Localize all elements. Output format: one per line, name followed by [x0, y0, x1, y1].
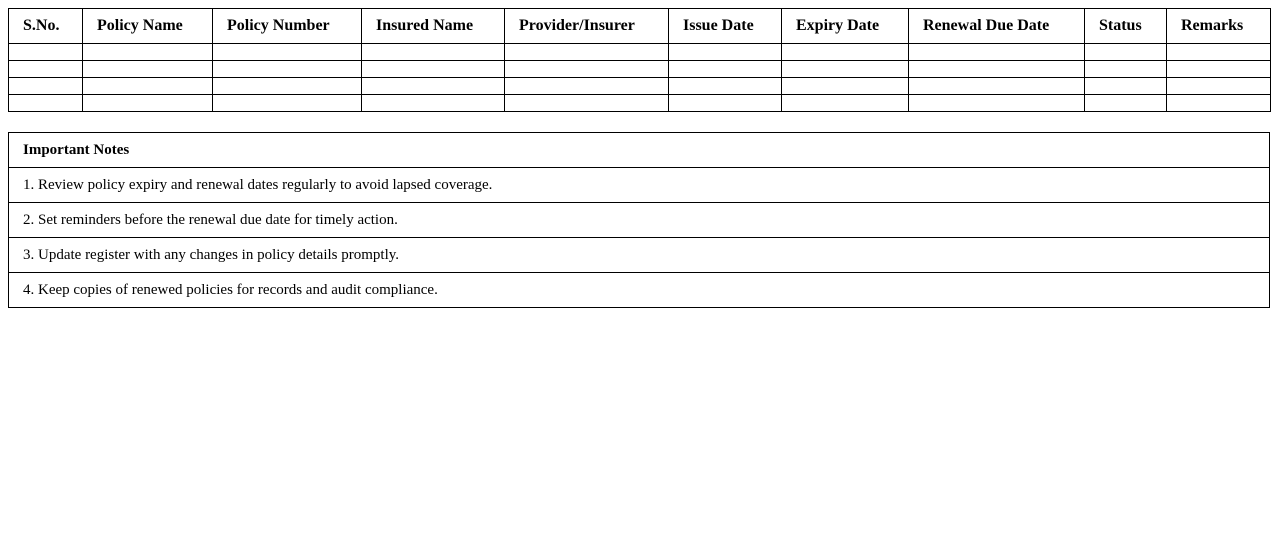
table-cell: [362, 44, 505, 61]
table-cell: [505, 78, 669, 95]
notes-header-row: [9, 133, 1270, 168]
column-header-policy-number: Policy Number: [213, 9, 362, 44]
table-cell: [505, 61, 669, 78]
column-header-sno: S.No.: [9, 9, 83, 44]
notes-title: Important Notes: [9, 133, 1270, 168]
table-cell: [9, 44, 83, 61]
table-cell: [1085, 61, 1167, 78]
table-cell: [669, 61, 782, 78]
column-header-provider: Provider/Insurer: [505, 9, 669, 44]
table-cell: [213, 44, 362, 61]
note-row: [9, 168, 1270, 203]
table-cell: [83, 44, 213, 61]
table-cell: [83, 61, 213, 78]
column-header-remarks: Remarks: [1167, 9, 1271, 44]
note-row: [9, 273, 1270, 308]
table-cell: [909, 44, 1085, 61]
table-cell: [362, 95, 505, 112]
table-cell: [909, 78, 1085, 95]
table-row: [9, 44, 1271, 61]
table-cell: [1085, 95, 1167, 112]
table-cell: [669, 95, 782, 112]
table-cell: [213, 78, 362, 95]
note-item: 1. Review policy expiry and renewal dates regularly to avoid lapsed coverage.: [9, 168, 1270, 203]
column-header-insured-name: Insured Name: [362, 9, 505, 44]
table-cell: [213, 95, 362, 112]
table-cell: [362, 78, 505, 95]
table-cell: [782, 95, 909, 112]
table-cell: [83, 78, 213, 95]
column-header-policy-name: Policy Name: [83, 9, 213, 44]
note-row: [9, 203, 1270, 238]
table-cell: [1167, 95, 1271, 112]
table-cell: [782, 78, 909, 95]
table-cell: [782, 44, 909, 61]
table-row: [9, 78, 1271, 95]
table-cell: [1167, 78, 1271, 95]
table-cell: [1085, 44, 1167, 61]
table-row: [9, 61, 1271, 78]
table-cell: [669, 44, 782, 61]
table-header-row: [9, 9, 1271, 44]
column-header-expiry-date: Expiry Date: [782, 9, 909, 44]
note-item: 3. Update register with any changes in policy details promptly.: [9, 238, 1270, 273]
table-cell: [1167, 44, 1271, 61]
note-item: 4. Keep copies of renewed policies for records and audit compliance.: [9, 273, 1270, 308]
table-cell: [909, 95, 1085, 112]
table-cell: [9, 95, 83, 112]
table-cell: [782, 61, 909, 78]
table-cell: [505, 95, 669, 112]
table-row: [9, 95, 1271, 112]
important-notes-table: [8, 132, 1270, 308]
column-header-issue-date: Issue Date: [669, 9, 782, 44]
table-cell: [669, 78, 782, 95]
table-cell: [83, 95, 213, 112]
table-cell: [213, 61, 362, 78]
note-row: [9, 238, 1270, 273]
table-cell: [1167, 61, 1271, 78]
policy-register-table: [8, 8, 1271, 112]
document-page: [8, 8, 1270, 308]
table-cell: [9, 78, 83, 95]
column-header-renewal-due-date: Renewal Due Date: [909, 9, 1085, 44]
note-item: 2. Set reminders before the renewal due date for timely action.: [9, 203, 1270, 238]
table-cell: [505, 44, 669, 61]
table-cell: [1085, 78, 1167, 95]
column-header-status: Status: [1085, 9, 1167, 44]
table-cell: [362, 61, 505, 78]
table-cell: [9, 61, 83, 78]
table-cell: [909, 61, 1085, 78]
